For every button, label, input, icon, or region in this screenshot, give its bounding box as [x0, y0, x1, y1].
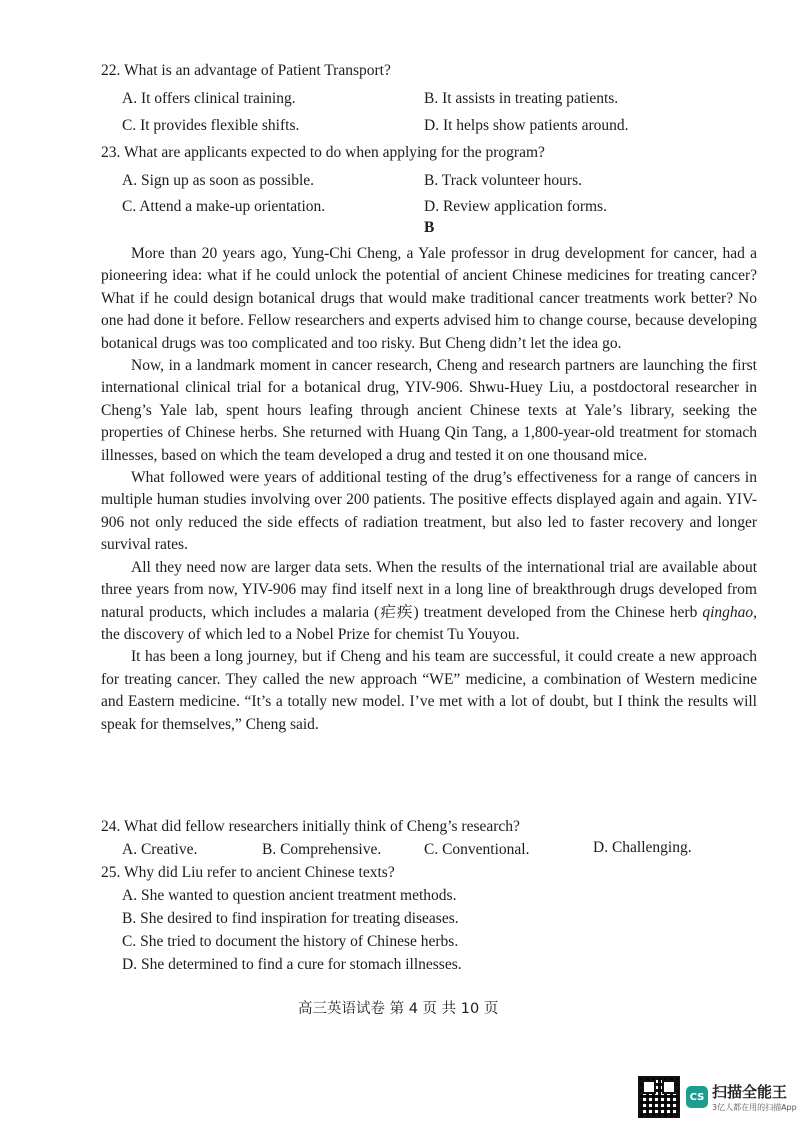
q24-option-c: C. Conventional. [424, 841, 530, 858]
q22-option-a: A. It offers clinical training. [122, 90, 296, 107]
page-footer: 高三英语试卷 第 4 页 共 10 页 [298, 1001, 499, 1017]
question-23-stem: 23. What are applicants expected to do when applying for the program? [101, 144, 545, 161]
herb-name-italic: qinghao [702, 603, 754, 621]
q23-option-c: C. Attend a make-up orientation. [122, 198, 326, 215]
passage-paragraph-2: Now, in a landmark moment in cancer research, Cheng and research partners are launching the first international clinical trial for a botanical drug, YIV-906. Shwu-Huey Liu, a postdoctoral researcher in Cheng’s Yale lab, spent hours leafing through ancient Chinese texts at Yale’s library, seeking the properties of Chinese herbs. She returned with Huang Qin Tang, a 1,800-year-old treatment for stomach illnesses, based on which the team developed a drug and tested it on one thousand mice. [101, 357, 757, 464]
passage-paragraph-3: What followed were years of additional testing of the drug’s effectiveness for a range of cancers in multiple human studies involving over 200 patients. The positive effects displayed again and again. YIV-906 not only reduced the side effects of radiation treatment, but also led to faster recovery and longer survival rates. [101, 469, 757, 554]
reading-passage [101, 243, 757, 736]
watermark-text [712, 1081, 797, 1113]
q25-option-c: C. She tried to document the history of Chinese herbs. [122, 933, 459, 950]
qr-code-icon [638, 1076, 680, 1118]
camscanner-logo: CS [686, 1086, 708, 1108]
watermark-tagline: 3亿人都在用的扫描App [712, 1103, 797, 1112]
q22-option-b: B. It assists in treating patients. [424, 90, 619, 107]
section-b-heading: B [424, 219, 435, 236]
q22-option-c: C. It provides flexible shifts. [122, 117, 300, 134]
passage-paragraph-5: It has been a long journey, but if Cheng and his team are successful, it could create a new approach for treating cancer. They called the new approach “WE” medicine, a combination of Western medicine and Eastern medicine. “It’s a totally new model. I’ve met with a lot of doubt, but I think the results will speak for themselves,” Cheng said. [101, 648, 757, 733]
q23-option-d: D. Review application forms. [424, 198, 607, 215]
q25-option-d: D. She determined to find a cure for stomach illnesses. [122, 956, 462, 973]
q25-option-a: A. She wanted to question ancient treatment methods. [122, 887, 457, 904]
question-22-stem: 22. What is an advantage of Patient Transport? [101, 62, 391, 79]
q23-option-b: B. Track volunteer hours. [424, 172, 583, 189]
q22-option-d: D. It helps show patients around. [424, 117, 629, 134]
q24-option-d: D. Challenging. [593, 839, 692, 856]
q24-option-b: B. Comprehensive. [262, 841, 382, 858]
question-25-stem: 25. Why did Liu refer to ancient Chinese texts? [101, 864, 395, 881]
q23-option-a: A. Sign up as soon as possible. [122, 172, 315, 189]
watermark-app-name: 扫描全能王 [712, 1083, 788, 1101]
passage-paragraph-4 [101, 557, 757, 647]
passage-paragraph-1: More than 20 years ago, Yung-Chi Cheng, a Yale professor in drug development for cancer, had a pioneering idea: what if he could unlock the potential of ancient Chinese medicines for treating cancer? What if he could design botanical drugs that would make traditional cancer treatments work better? No one had done it before. Fellow researchers and experts advised him to change course, because developing botanical drugs was too complicated and too risky. But Cheng didn’t let the idea go. [101, 245, 757, 352]
paragraph-4-text-a: All they need now are larger data sets. When the results of the international trial are available about three years from now, YIV-906 may find itself next in a long line of breakthrough drugs developed from natural products, which includes a malaria (疟疾) treatment developed from the Chinese herb [101, 558, 757, 621]
scanner-watermark [638, 1076, 797, 1118]
question-24-stem: 24. What did fellow researchers initially think of Cheng’s research? [101, 818, 520, 835]
q24-option-a: A. Creative. [122, 841, 198, 858]
q25-option-b: B. She desired to find inspiration for treating diseases. [122, 910, 459, 927]
paragraph-4-text-b: , the discovery of which led to a Nobel Prize for chemist Tu Youyou. [101, 603, 757, 643]
